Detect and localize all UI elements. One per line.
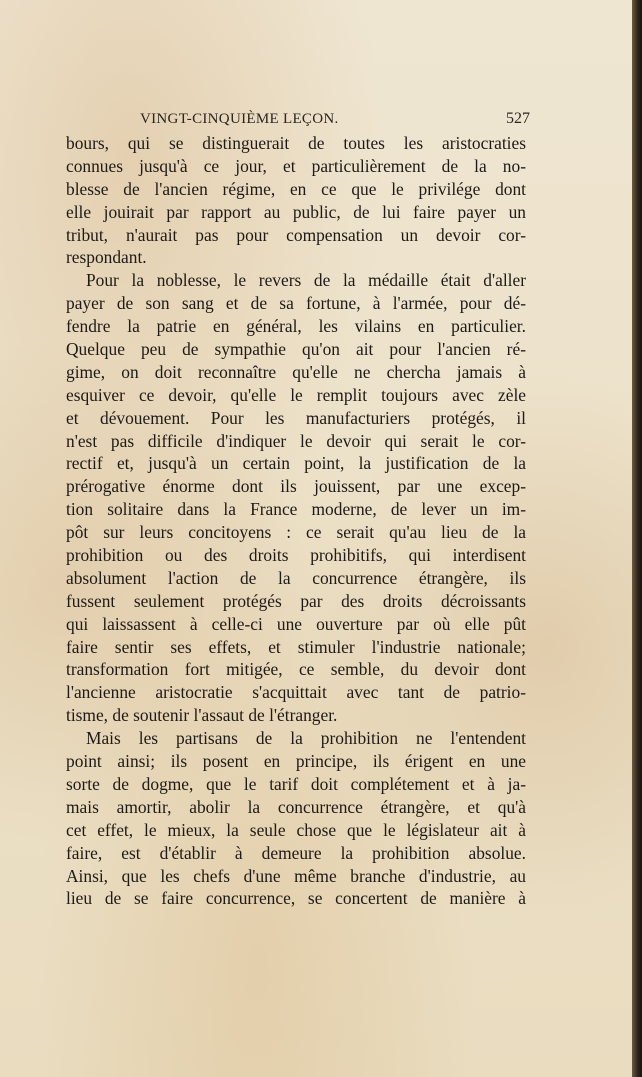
text-line: respondant. — [66, 247, 147, 268]
body-text — [66, 132, 526, 910]
text-line: prérogative énorme dont ils jouissent, par une excep- — [66, 476, 526, 497]
text-line: connues jusqu'à ce jour, et particulièrement de la no- — [66, 155, 526, 176]
text-line: Mais les partisans de la prohibition ne l'entendent — [86, 728, 526, 749]
text-line: l'ancienne aristocratie s'acquittait avec tant de patrio- — [66, 682, 526, 703]
text-line: lieu de se faire concurrence, se concertent de manière à — [66, 888, 526, 909]
page-edge-shadow — [632, 0, 642, 1077]
text-line: tisme, de soutenir l'assaut de l'étranger. — [66, 705, 338, 726]
text-line: sorte de dogme, que le tarif doit complétement et à ja- — [66, 773, 526, 794]
text-line: pôt sur leurs concitoyens : ce serait qu'au lieu de la — [66, 522, 526, 543]
text-line: payer de son sang et de sa fortune, à l'armée, pour dé- — [66, 293, 526, 314]
text-line: faire, est d'établir à demeure la prohibition absolue. — [66, 842, 526, 863]
text-line: gime, on doit reconnaître qu'elle ne chercha jamais à — [66, 361, 526, 382]
text-line: Pour la noblesse, le revers de la médaille était d'aller — [86, 270, 526, 291]
text-line: tribut, n'aurait pas pour compensation un devoir cor- — [66, 224, 526, 245]
text-line: absolument l'action de la concurrence étrangère, ils — [66, 567, 526, 588]
text-line: prohibition ou des droits prohibitifs, qui interdisent — [66, 545, 526, 566]
running-head: VINGT-CINQUIÈME LEÇON. — [140, 111, 339, 127]
text-line: faire sentir ses effets, et stimuler l'industrie nationale; — [66, 636, 526, 657]
text-line: et dévouement. Pour les manufacturiers protégés, il — [66, 407, 526, 428]
page-number: 527 — [506, 110, 530, 127]
text-line: Quelque peu de sympathie qu'on ait pour l'ancien ré- — [66, 339, 526, 360]
text-line: mais amortir, abolir la concurrence étrangère, et qu'à — [66, 796, 526, 817]
text-line: fendre la patrie en général, les vilains en particulier. — [66, 316, 526, 337]
text-line: point ainsi; ils posent en principe, ils érigent en une — [66, 751, 526, 772]
text-line: rectif et, jusqu'à un certain point, la justification de la — [66, 453, 526, 474]
text-line: esquiver ce devoir, qu'elle le remplit toujours avec zèle — [66, 384, 526, 405]
text-line: tion solitaire dans la France moderne, de lever un im- — [66, 499, 526, 520]
text-line: qui laissassent à celle-ci une ouverture par où elle pût — [66, 613, 526, 634]
text-line: n'est pas difficile d'indiquer le devoir qui serait le cor- — [66, 430, 526, 451]
text-line: fussent seulement protégés par des droits décroissants — [66, 590, 526, 611]
text-line: cet effet, le mieux, la seule chose que le législateur ait à — [66, 819, 526, 840]
text-line: elle jouirait par rapport au public, de lui faire payer un — [66, 201, 526, 222]
text-line: transformation fort mitigée, ce semble, du devoir dont — [66, 659, 526, 680]
page-header — [140, 106, 530, 128]
text-line: blesse de l'ancien régime, en ce que le privilége dont — [66, 178, 526, 199]
text-line: Ainsi, que les chefs d'une même branche d'industrie, au — [66, 865, 526, 886]
text-line: bours, qui se distinguerait de toutes les aristocraties — [66, 133, 526, 153]
